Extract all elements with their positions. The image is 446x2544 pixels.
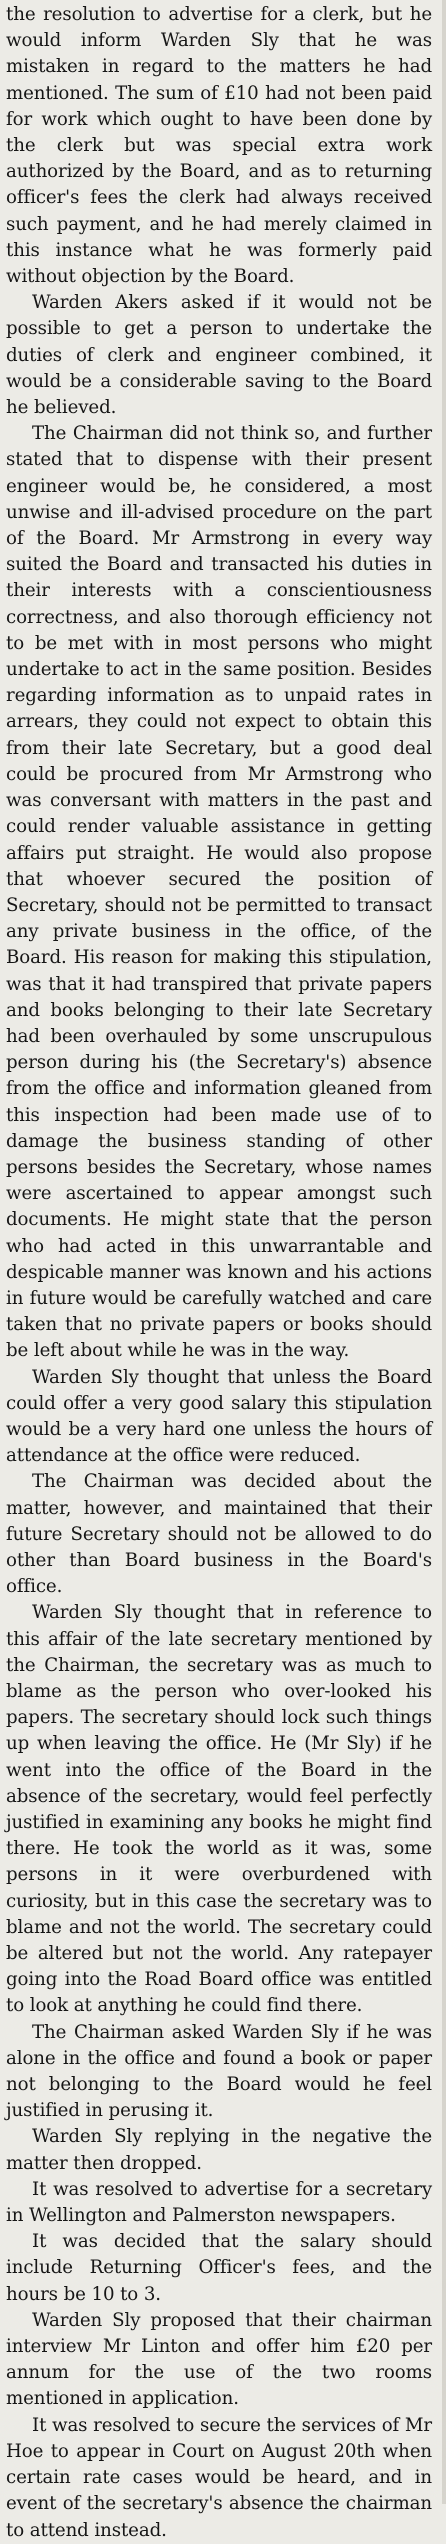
article-paragraph: It was resolved to secure the services of Mr Hoe to appear in Court on August 20th when certain rate cases would be heard, and in event of the secretary's absence the chairman to attend instead.	[6, 2414, 432, 2541]
newspaper-article-column	[6, 2, 432, 2544]
page-edge	[442, 0, 446, 2504]
article-paragraph: Warden Sly thought that unless the Board could offer a very good salary this stipulation would be a very hard one unless the hours of attendance at the office were reduced.	[6, 1366, 432, 1467]
article-paragraph: Warden Sly thought that in reference to this affair of the late secretary mentioned by the Chairman, the secretary was as much to blame as the person who over-looked his papers. The secretary should lock such things up when leaving the office. He (Mr Sly) if he went into the office of the Board in the absence of the secretary, would feel perfectly justified in examining any books he might find there. He took the world as it was, some persons in it were overburdened with curiosity, but in this case the secretary was to blame and not the world. The secretary could be altered but not the world. Any ratepayer going into the Road Board office was entitled to look at anything he could find there.	[6, 1602, 432, 2017]
article-paragraph: It was resolved to advertise for a secretary in Wellington and Palmerston newspapers.	[6, 2178, 432, 2227]
article-paragraph: The Chairman asked Warden Sly if he was alone in the office and found a book or paper not belonging to the Board would he feel justified in perusing it.	[6, 2021, 432, 2122]
article-paragraph: It was decided that the salary should include Returning Officer's fees, and the hours be 10 to 3.	[6, 2231, 432, 2305]
article-paragraph: The Chairman was decided about the matter, however, and maintained that their future Secretary should not be allowed to do other than Board business in the Board's office.	[6, 1471, 432, 1598]
article-paragraph: Warden Akers asked if it would not be possible to get a person to undertake the duties of clerk and engineer combined, it would be a considerable saving to the Board he believed.	[6, 292, 432, 419]
article-paragraph: Warden Sly proposed that their chairman interview Mr Linton and offer him £20 per annum for the use of the two rooms mentioned in application.	[6, 2309, 432, 2410]
article-paragraph: the resolution to advertise for a clerk, but he would inform Warden Sly that he was mistaken in regard to the matters he had mentioned. The sum of £10 had not been paid for work which ought to have been done by the clerk but was special extra work authorized by the Board, and as to returning officer's fees the clerk had always received such payment, and he had merely claimed in this instance what he was formerly paid without objection by the Board.	[6, 4, 432, 288]
article-paragraph: Warden Sly replying in the negative the matter then dropped.	[6, 2126, 432, 2174]
article-paragraph: The Chairman did not think so, and further stated that to dispense with their present engineer would be, he considered, a most unwise and ill-advised procedure on the part of the Board. Mr Armstrong in every way suited the Board and transacted his duties in their interests with a conscientiousness correctness, and also thorough efficiency not to be met with in most persons who might undertake to act in the same position. Besides regarding information as to unpaid rates in arrears, they could not expect to obtain this from their late Secretary, but a good deal could be procured from Mr Armstrong who was conversant with matters in the past and could render valuable assistance in getting affairs put straight. He would also propose that whoever secured the position of Secretary, should not be permitted to transact any private business in the office, of the Board. His reason for making this stipulation, was that it had transpired that private papers and books belonging to their late Secretary had been overhauled by some unscrupulous person during his (the Secretary's) absence from the office and information gleaned from this inspection had been made use of to damage the business standing of other persons besides the Secretary, whose names were ascertained to appear amongst such documents. He might state that the person who had acted in this unwarrantable and despicable manner was known and his actions in future would be carefully watched and care taken that no private papers or books should be left about while he was in the way.	[6, 423, 432, 1362]
